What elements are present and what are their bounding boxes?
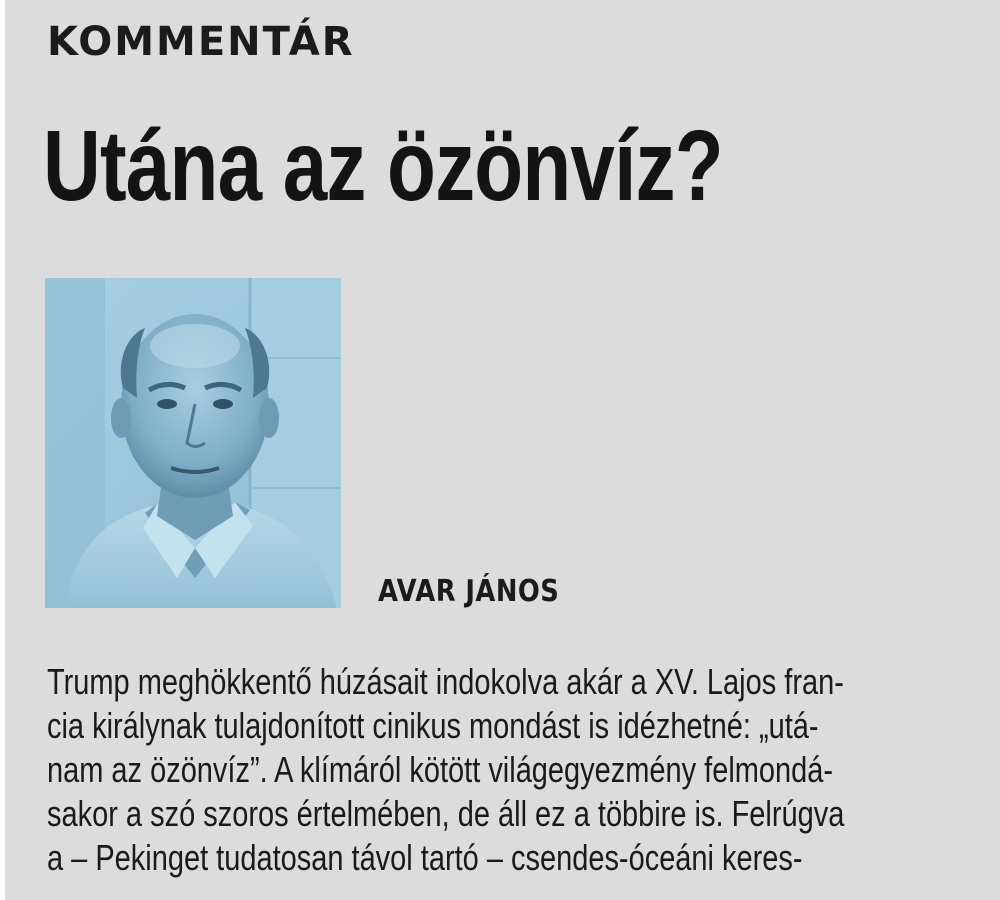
body-line: sakor a szó szoros értelmében, de áll ez a többire is. Felrúgva — [47, 793, 845, 834]
article-body — [47, 660, 844, 880]
author-photo — [45, 278, 341, 608]
body-line: a – Pekinget tudatosan távol tartó – csendes-óceáni keres- — [47, 837, 803, 878]
author-byline: AVAR JÁNOS — [378, 574, 560, 609]
section-label: KOMMENTÁR — [47, 19, 355, 65]
article-headline: Utána az özönvíz? — [43, 110, 723, 222]
article-page — [5, 0, 1000, 900]
body-line: cia királynak tulajdonított cinikus mondást is idézhetné: „utá- — [47, 705, 819, 746]
body-line: nam az özönvíz”. A klímáról kötött világegyezmény felmondá- — [47, 749, 834, 790]
body-line: Trump meghökkentő húzásait indokolva akár a XV. Lajos fran- — [47, 661, 844, 702]
